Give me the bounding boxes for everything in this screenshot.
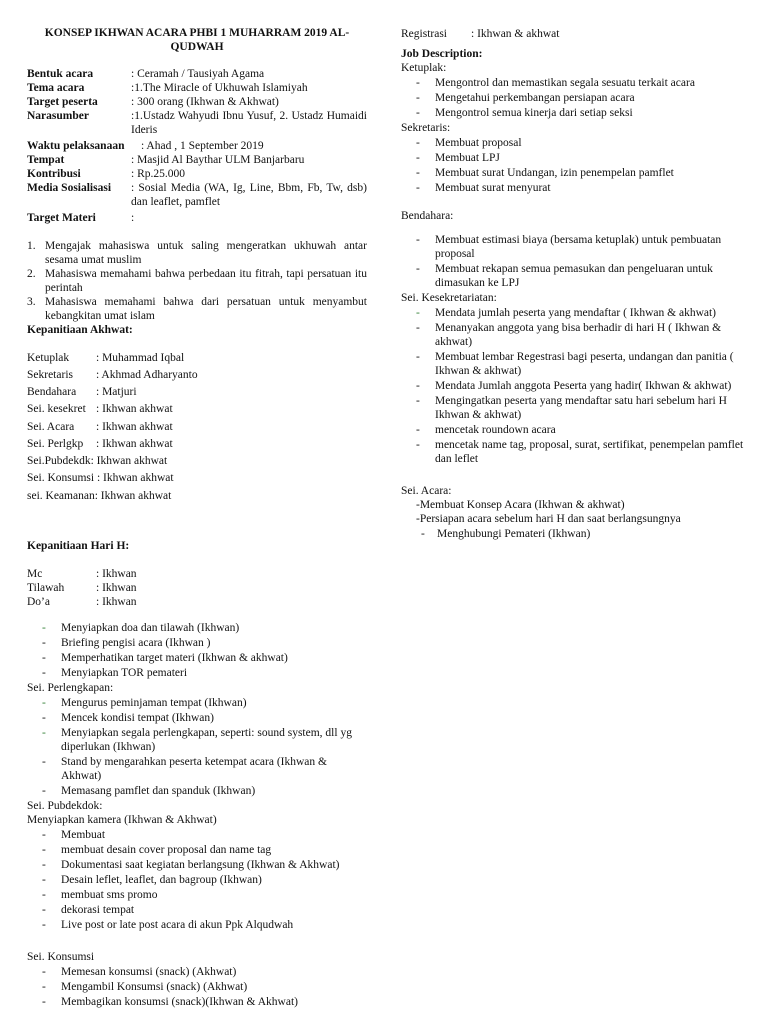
committee-row <box>27 454 367 468</box>
list-text: Menyiapkan TOR pemateri <box>61 667 188 680</box>
kesekretariatan-list <box>401 306 746 466</box>
list-item <box>27 843 367 857</box>
right-column <box>401 27 746 543</box>
detail-value: :1.The Miracle of Ukhuwah Islamiyah <box>131 81 308 94</box>
person: : Ikhwan akhwat <box>94 489 172 502</box>
list-item <box>401 379 746 393</box>
dash-bullet: - <box>42 859 46 872</box>
list-item <box>401 151 746 165</box>
list-text: Membagikan konsumsi (snack)(Ikhwan & Akhwat) <box>61 996 298 1009</box>
list-item <box>401 321 746 349</box>
list-item <box>27 903 367 917</box>
person: : Akhmad Adharyanto <box>96 369 198 382</box>
list-item <box>27 239 367 267</box>
detail-value: : Sosial Media (WA, Ig, Line, Bbm, Fb, Tw, dsb) dan leaflet, pamflet <box>131 181 367 208</box>
role: Sei. Acara <box>27 420 75 433</box>
list-text: dekorasi tempat <box>61 904 135 917</box>
list-item <box>27 873 367 887</box>
list-number: 2. <box>27 267 36 280</box>
section-heading: Kepanitiaan Akhwat: <box>27 323 133 336</box>
list-number: 1. <box>27 239 36 252</box>
list-text: Membuat surat Undangan, izin penempelan pamflet <box>435 167 674 180</box>
dash-bullet: - <box>42 756 46 769</box>
dash-bullet: - <box>416 263 420 276</box>
list-item <box>27 711 367 725</box>
detail-row <box>27 95 367 109</box>
list-item <box>401 527 746 541</box>
list-item <box>27 995 367 1009</box>
person: : Ikhwan akhwat <box>96 420 173 433</box>
list-item <box>401 423 746 437</box>
list-item <box>27 980 367 994</box>
list-item <box>27 965 367 979</box>
dash-bullet: - <box>42 667 46 680</box>
list-text: Memasang pamflet dan spanduk (Ikhwan) <box>61 785 256 798</box>
dash-bullet: - <box>416 107 420 120</box>
committee-row <box>27 402 367 416</box>
list-item <box>27 295 367 323</box>
dash-bullet: - <box>42 904 46 917</box>
list-item <box>401 91 746 105</box>
role: Do’a <box>27 595 50 608</box>
list-item <box>27 651 367 665</box>
target-materi-list <box>27 239 367 323</box>
list-item <box>401 306 746 320</box>
sekretaris-list <box>401 136 746 195</box>
event-details <box>27 67 367 225</box>
dash-bullet: - <box>416 395 420 408</box>
person: : Ikhwan akhwat <box>90 455 168 468</box>
list-item <box>401 233 746 261</box>
list-text: Stand by mengarahkan peserta ketempat acara (Ikhwan & Akhwat) <box>61 756 327 783</box>
list-number: 3. <box>27 295 36 308</box>
committee-list <box>27 351 367 503</box>
detail-value: : 300 orang (Ikhwan & Akhwat) <box>131 95 279 108</box>
list-text: Menanyakan anggota yang bisa berhadir di hari H ( Ikhwan & akhwat) <box>435 322 722 349</box>
dash-bullet: - <box>416 152 420 165</box>
detail-row <box>27 81 367 95</box>
role: Ketuplak <box>27 351 70 364</box>
list-item <box>27 666 367 680</box>
list-text: Mahasiswa memahami bahwa dari persatuan untuk menyambut kebangkitan umat islam <box>45 295 367 322</box>
detail-label: Kontribusi <box>27 167 81 180</box>
detail-row <box>27 109 367 137</box>
dash-bullet: - <box>42 785 46 798</box>
list-item <box>27 755 367 783</box>
list-text: mencetak roundown acara <box>435 424 556 437</box>
detail-label: Narasumber <box>27 109 89 122</box>
dash-bullet: - <box>416 380 420 393</box>
role: Mc <box>27 567 43 580</box>
acara-continued-list <box>27 621 367 680</box>
dash-bullet: - <box>42 874 46 887</box>
list-text: Membuat lembar Regestrasi bagi peserta, undangan dan panitia ( Ikhwan & akhwat) <box>435 351 734 378</box>
list-text: Briefing pengisi acara (Ikhwan ) <box>61 637 211 650</box>
list-text: Memperhatikan target materi (Ikhwan & akhwat) <box>61 652 288 665</box>
list-item <box>27 828 367 842</box>
dash-bullet: - <box>416 234 420 247</box>
detail-value: : Ceramah / Tausiyah Agama <box>131 67 265 80</box>
role: Bendahara <box>27 386 77 399</box>
section-label: Bendahara: <box>401 210 454 223</box>
committee-row <box>27 437 367 451</box>
role: Sei. kesekret <box>27 403 86 416</box>
dash-bullet: - <box>42 919 46 932</box>
list-text: Membuat <box>61 829 106 842</box>
dash-bullet: - <box>416 182 420 195</box>
committee-row <box>27 471 367 485</box>
dash-bullet: - <box>42 829 46 842</box>
detail-row <box>27 153 367 167</box>
list-item <box>27 888 367 902</box>
konsumsi-list <box>27 965 367 1009</box>
person: : Ikhwan & akhwat <box>471 28 560 40</box>
list-text: membuat desain cover proposal dan name tag <box>61 844 272 857</box>
dash-bullet: - <box>42 889 46 902</box>
committee-row <box>27 385 367 399</box>
list-item <box>27 858 367 872</box>
role: Tilawah <box>27 581 65 594</box>
detail-label: Target Materi <box>27 211 96 224</box>
dash-bullet: - <box>42 697 46 710</box>
section-label: Sei. Kesekretariatan: <box>401 292 497 305</box>
dash-bullet: - <box>416 167 420 180</box>
committee-row <box>27 567 367 581</box>
section-label: Sei. Perlengkapan: <box>27 682 114 695</box>
list-item <box>27 636 367 650</box>
hari-h-list <box>27 567 367 609</box>
left-column <box>27 27 367 609</box>
dash-bullet: - <box>416 77 420 90</box>
committee-row <box>27 581 367 595</box>
person: : Ikhwan akhwat <box>96 437 173 450</box>
detail-value: : <box>131 211 135 224</box>
committee-row <box>27 351 367 365</box>
committee-row <box>27 595 367 609</box>
list-text: Menghubungi Pemateri (Ikhwan) <box>437 528 591 541</box>
dash-bullet: - <box>42 981 46 994</box>
list-item <box>401 76 746 90</box>
person: : Muhammad Iqbal <box>96 351 185 364</box>
detail-label: Tempat <box>27 153 65 166</box>
role: Sei. Konsumsi <box>27 472 95 485</box>
list-item <box>401 262 746 290</box>
detail-value: :1.Ustadz Wahyudi Ibnu Yusuf, 2. Ustadz Humaidi Ideris <box>131 109 367 136</box>
dash-bullet: - <box>416 351 420 364</box>
list-item <box>401 350 746 378</box>
list-item <box>401 181 746 195</box>
list-text: Membuat rekapan semua pemasukan dan pengeluaran untuk dimasukan ke LPJ <box>435 263 713 290</box>
dash-bullet: - <box>416 307 420 320</box>
list-text: Mengingatkan peserta yang mendaftar satu hari sebelum hari H Ikhwan & akhwat) <box>435 395 727 422</box>
dash-bullet: - <box>42 622 46 634</box>
list-text: Mahasiswa memahami bahwa perbedaan itu fitrah, tapi persatuan itu perintah <box>45 267 367 294</box>
detail-label: Bentuk acara <box>27 67 94 80</box>
section-sublabel: Menyiapkan kamera (Ikhwan & Akhwat) <box>27 814 217 827</box>
list-item <box>401 136 746 150</box>
detail-label: Media Sosialisasi <box>27 181 112 194</box>
dash-bullet: - <box>42 996 46 1009</box>
list-text: Desain leflet, leaflet, dan bagroup (Ikhwan) <box>61 874 262 887</box>
ketuplak-list <box>401 76 746 120</box>
list-text: Mengajak mahasiswa untuk saling mengeratkan ukhuwah antar sesama umat muslim <box>45 239 367 266</box>
list-item <box>27 267 367 295</box>
section-label: Sei. Acara: <box>401 485 452 498</box>
list-text: Mengontrol dan memastikan segala sesuatu terkait acara <box>435 77 695 90</box>
acara-list <box>401 527 746 541</box>
acara-line: -Membuat Konsep Acara (Ikhwan & akhwat) <box>416 499 625 512</box>
document-title: KONSEP IKHWAN ACARA PHBI 1 MUHARRAM 2019 AL-QUDWAH <box>44 27 350 53</box>
person: : Ikhwan <box>96 567 137 580</box>
detail-row <box>27 67 367 81</box>
list-item <box>401 166 746 180</box>
list-text: Mencek kondisi tempat (Ikhwan) <box>61 712 214 725</box>
section-label: Ketuplak: <box>401 62 447 75</box>
dash-bullet: - <box>42 712 46 725</box>
list-text: Membuat surat menyurat <box>435 182 551 195</box>
dash-bullet: - <box>42 844 46 857</box>
list-text: Mengurus peminjaman tempat (Ikhwan) <box>61 697 247 710</box>
detail-label: Target peserta <box>27 95 98 108</box>
list-text: Mendata Jumlah anggota Peserta yang hadir( Ikhwan & akhwat) <box>435 380 732 393</box>
list-text: Menyiapkan doa dan tilawah (Ikhwan) <box>61 622 240 634</box>
person: : Ikhwan <box>96 581 137 594</box>
list-text: Memesan konsumsi (snack) (Akhwat) <box>61 966 237 979</box>
detail-label: Waktu pelaksanaan <box>27 139 125 152</box>
dash-bullet: - <box>42 966 46 979</box>
committee-row <box>27 368 367 382</box>
detail-value: : Rp.25.000 <box>131 167 185 180</box>
bottom-column <box>27 620 367 1010</box>
dash-bullet: - <box>416 137 420 150</box>
list-text: Dokumentasi saat kegiatan berlangsung (Ikhwan & Akhwat) <box>61 859 340 872</box>
list-item <box>27 918 367 932</box>
list-text: membuat sms promo <box>61 889 158 902</box>
list-item <box>27 696 367 710</box>
list-item <box>27 784 367 798</box>
dash-bullet: - <box>416 322 420 335</box>
list-item <box>27 726 367 754</box>
detail-label: Tema acara <box>27 81 85 94</box>
pubdekdok-list <box>27 828 367 932</box>
detail-row <box>27 211 367 225</box>
person: : Ikhwan akhwat <box>96 403 173 416</box>
committee-row <box>27 489 367 503</box>
section-label: Sekretaris: <box>401 122 451 135</box>
list-item <box>401 106 746 120</box>
dash-bullet: - <box>42 727 46 740</box>
list-text: Mendata jumlah peserta yang mendaftar ( Ikhwan & akhwat) <box>435 307 717 320</box>
acara-line: -Persiapan acara sebelum hari H dan saat berlangsungnya <box>416 513 681 526</box>
detail-value: : Ahad , 1 September 2019 <box>141 139 264 152</box>
registrasi-row <box>401 27 746 41</box>
dash-bullet: - <box>42 652 46 665</box>
person: : Matjuri <box>96 386 137 399</box>
perlengkapan-list <box>27 696 367 798</box>
role: Sekretaris <box>27 369 73 382</box>
list-text: Membuat proposal <box>435 137 522 150</box>
list-item <box>27 621 367 635</box>
section-heading: Kepanitiaan Hari H: <box>27 539 130 552</box>
list-text: mencetak name tag, proposal, surat, sertifikat, penempelan pamflet dan leflet <box>435 439 744 466</box>
detail-row <box>27 139 367 153</box>
list-item <box>401 394 746 422</box>
dash-bullet: - <box>416 439 420 452</box>
detail-value: : Masjid Al Baythar ULM Banjarbaru <box>131 153 305 166</box>
dash-bullet: - <box>421 528 425 541</box>
detail-row <box>27 181 367 209</box>
section-label: Sei. Konsumsi <box>27 951 95 964</box>
dash-bullet: - <box>416 424 420 437</box>
role: Sei.Pubdekdk <box>27 455 91 468</box>
section-label: Sei. Pubdekdok: <box>27 800 103 813</box>
detail-row <box>27 167 367 181</box>
list-text: Menyiapkan segala perlengkapan, seperti: sound system, dll yg diperlukan (Ikhwan) <box>61 727 352 754</box>
role: Registrasi <box>401 28 447 40</box>
list-text: Live post or late post acara di akun Ppk Alqudwah <box>61 919 294 932</box>
dash-bullet: - <box>42 637 46 650</box>
list-text: Mengontrol semua kinerja dari setiap seksi <box>435 107 633 120</box>
list-text: Membuat LPJ <box>435 152 500 165</box>
list-item <box>401 438 746 466</box>
person: : Ikhwan <box>96 595 137 608</box>
person: : Ikhwan akhwat <box>96 472 174 485</box>
role: sei. Keamanan <box>27 489 95 502</box>
bendahara-list <box>401 233 746 290</box>
list-text: Mengambil Konsumsi (snack) (Akhwat) <box>61 981 248 994</box>
role: Sei. Perlgkp <box>27 437 84 450</box>
list-text: Membuat estimasi biaya (bersama ketuplak) untuk pembuatan proposal <box>435 234 722 261</box>
committee-row <box>27 420 367 434</box>
list-text: Mengetahui perkembangan persiapan acara <box>435 92 635 105</box>
job-description-heading: Job Description: <box>401 48 483 61</box>
dash-bullet: - <box>416 92 420 105</box>
